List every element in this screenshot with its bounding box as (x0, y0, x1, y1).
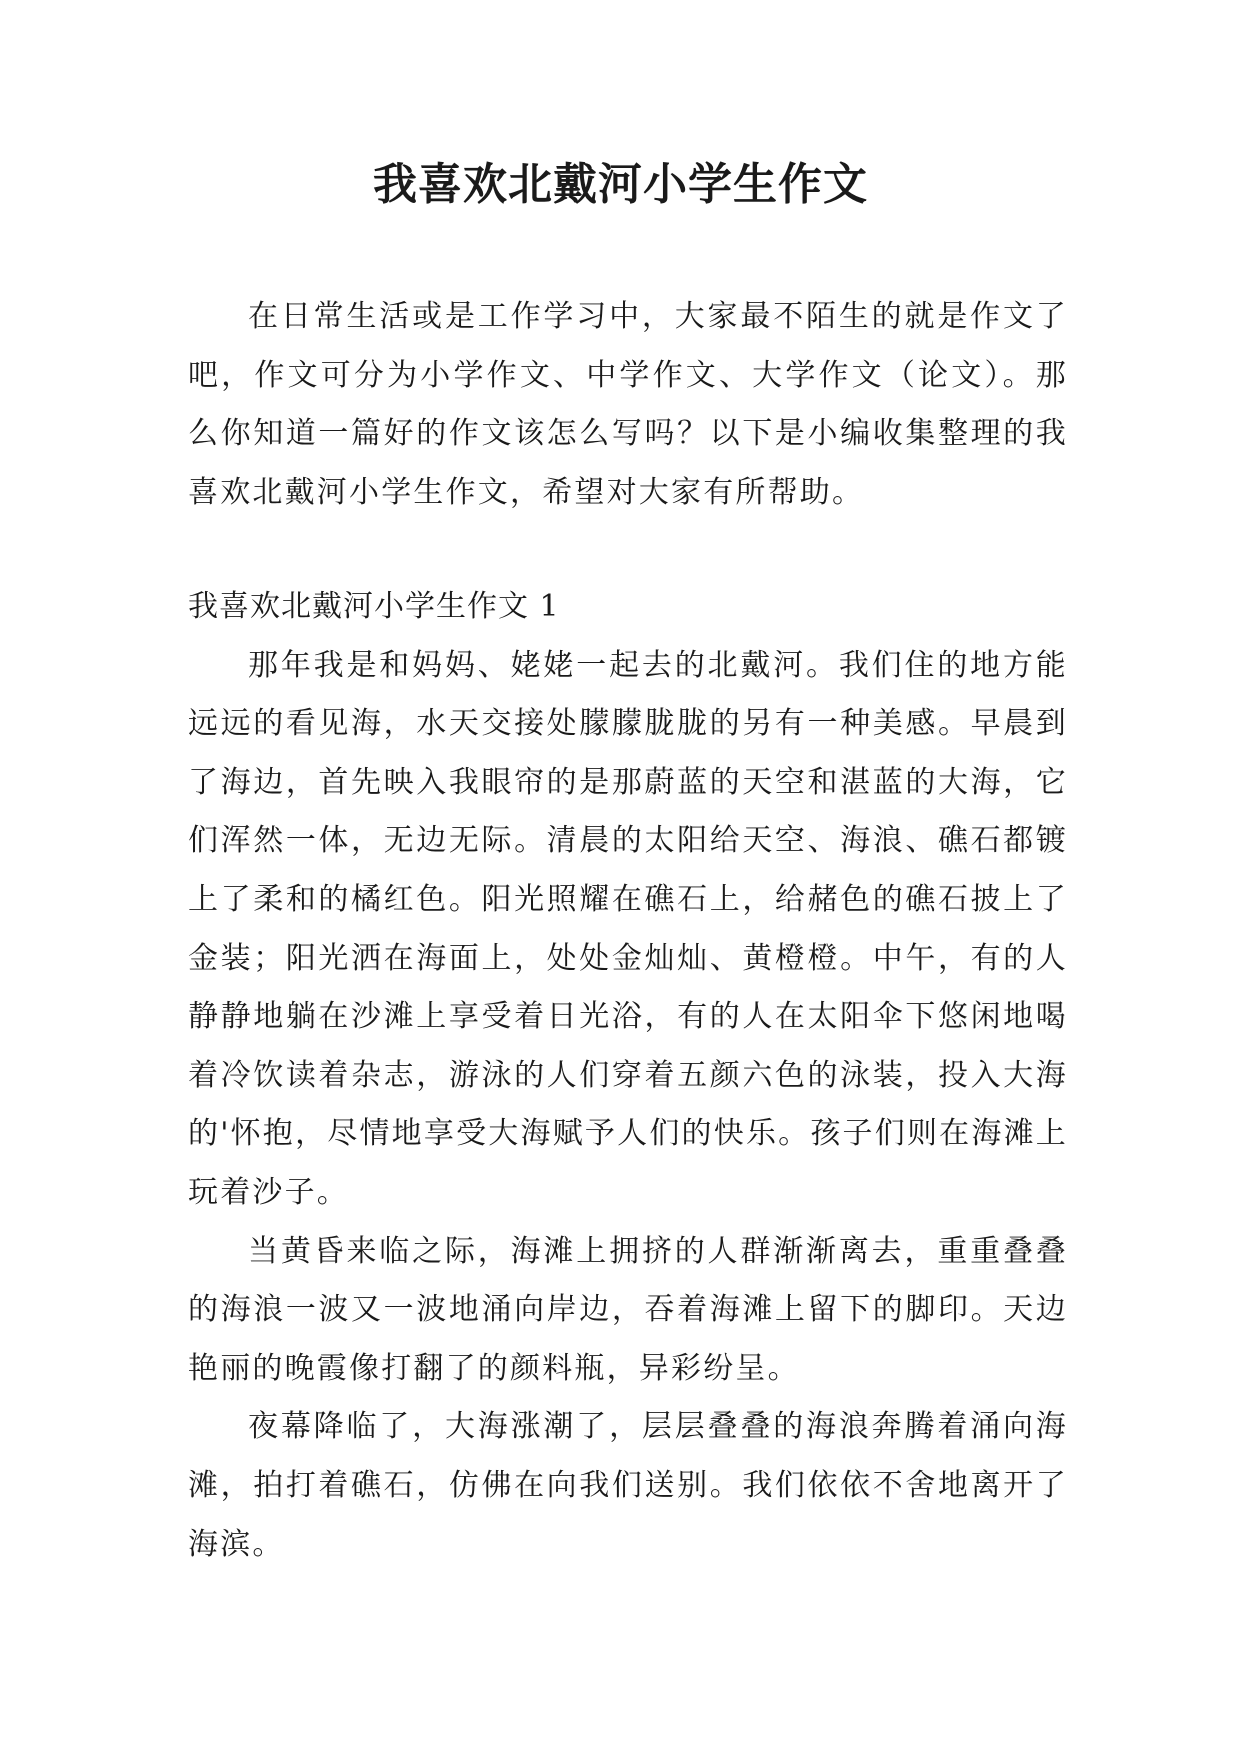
essay-paragraph-3: 夜幕降临了，大海涨潮了，层层叠叠的海浪奔腾着涌向海滩，拍打着礁石，仿佛在向我们送别。我们依依不舍地离开了海滨。 (188, 1409, 1068, 1562)
section-heading: 我喜欢北戴河小学生作文 1 (188, 589, 560, 624)
intro-paragraph: 在日常生活或是工作学习中，大家最不陌生的就是作文了吧，作文可分为小学作文、中学作文、大学作文（论文）。那么你知道一篇好的作文该怎么写吗？以下是小编收集整理的我喜欢北戴河小学生作文，希望对大家有所帮助。 (188, 299, 1068, 510)
intro-block (188, 288, 1068, 522)
essay-section (188, 578, 1068, 1574)
essay-paragraph-1: 那年我是和妈妈、姥姥一起去的北戴河。我们住的地方能远远的看见海，水天交接处朦朦胧胧的另有一种美感。早晨到了海边，首先映入我眼帘的是那蔚蓝的天空和湛蓝的大海，它们浑然一体，无边无际。清晨的太阳给天空、海浪、礁石都镀上了柔和的橘红色。阳光照耀在礁石上，给赭色的礁石披上了金装；阳光洒在海面上，处处金灿灿、黄橙橙。中午，有的人静静地躺在沙滩上享受着日光浴，有的人在太阳伞下悠闲地喝着冷饮读着杂志，游泳的人们穿着五颜六色的泳装，投入大海的'怀抱，尽情地享受大海赋予人们的快乐。孩子们则在海滩上玩着沙子。 (188, 647, 1068, 1210)
document-title: 我喜欢北戴河小学生作文 (373, 159, 868, 210)
essay-paragraph-2: 当黄昏来临之际，海滩上拥挤的人群渐渐离去，重重叠叠的海浪一波又一波地涌向岸边，吞着海滩上留下的脚印。天边艳丽的晚霞像打翻了的颜料瓶，异彩纷呈。 (188, 1233, 1068, 1386)
